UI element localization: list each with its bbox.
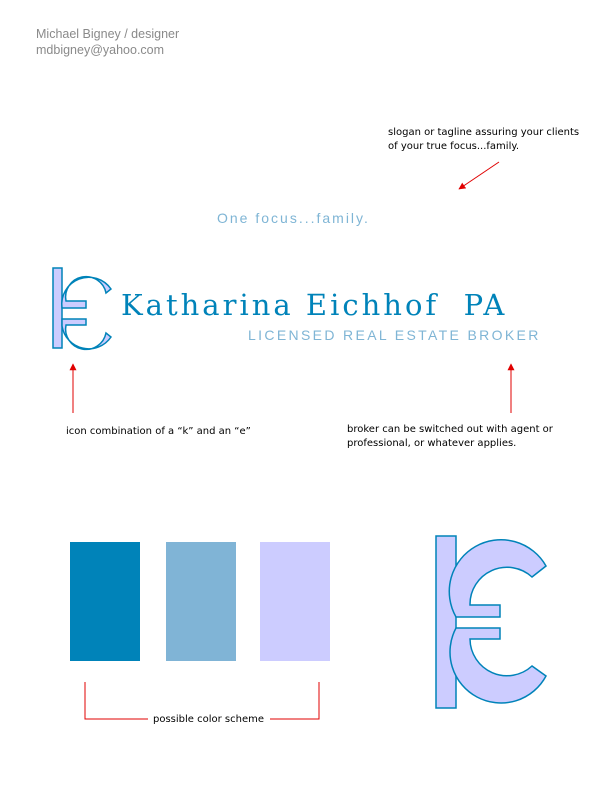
color-scheme-annotation: possible color scheme xyxy=(153,714,265,725)
ke-monogram-icon xyxy=(53,268,111,349)
broker-subtitle: LICENSED REAL ESTATE BROKER xyxy=(248,327,541,343)
icon-annotation-line1: icon combination of a “k” and an “e” xyxy=(66,426,251,437)
broker-annotation-line1: broker can be switched out with agent or xyxy=(347,424,553,435)
company-name: Katharina Eichhof PA xyxy=(121,288,508,322)
slogan-arrow-icon xyxy=(459,162,499,189)
color-scheme-bracket-left xyxy=(85,682,148,719)
color-scheme-bracket-right xyxy=(270,682,319,719)
slogan-annotation-line2: of your true focus...family. xyxy=(388,141,520,152)
broker-annotation-line2: professional, or whatever applies. xyxy=(347,438,517,449)
designer-email: mdbigney@yahoo.com xyxy=(36,43,165,57)
slogan-annotation-line1: slogan or tagline assuring your clients xyxy=(388,127,580,138)
designer-name: Michael Bigney / designer xyxy=(36,27,180,41)
tagline: One focus...family. xyxy=(217,210,370,226)
ke-monogram-icon xyxy=(436,536,546,708)
